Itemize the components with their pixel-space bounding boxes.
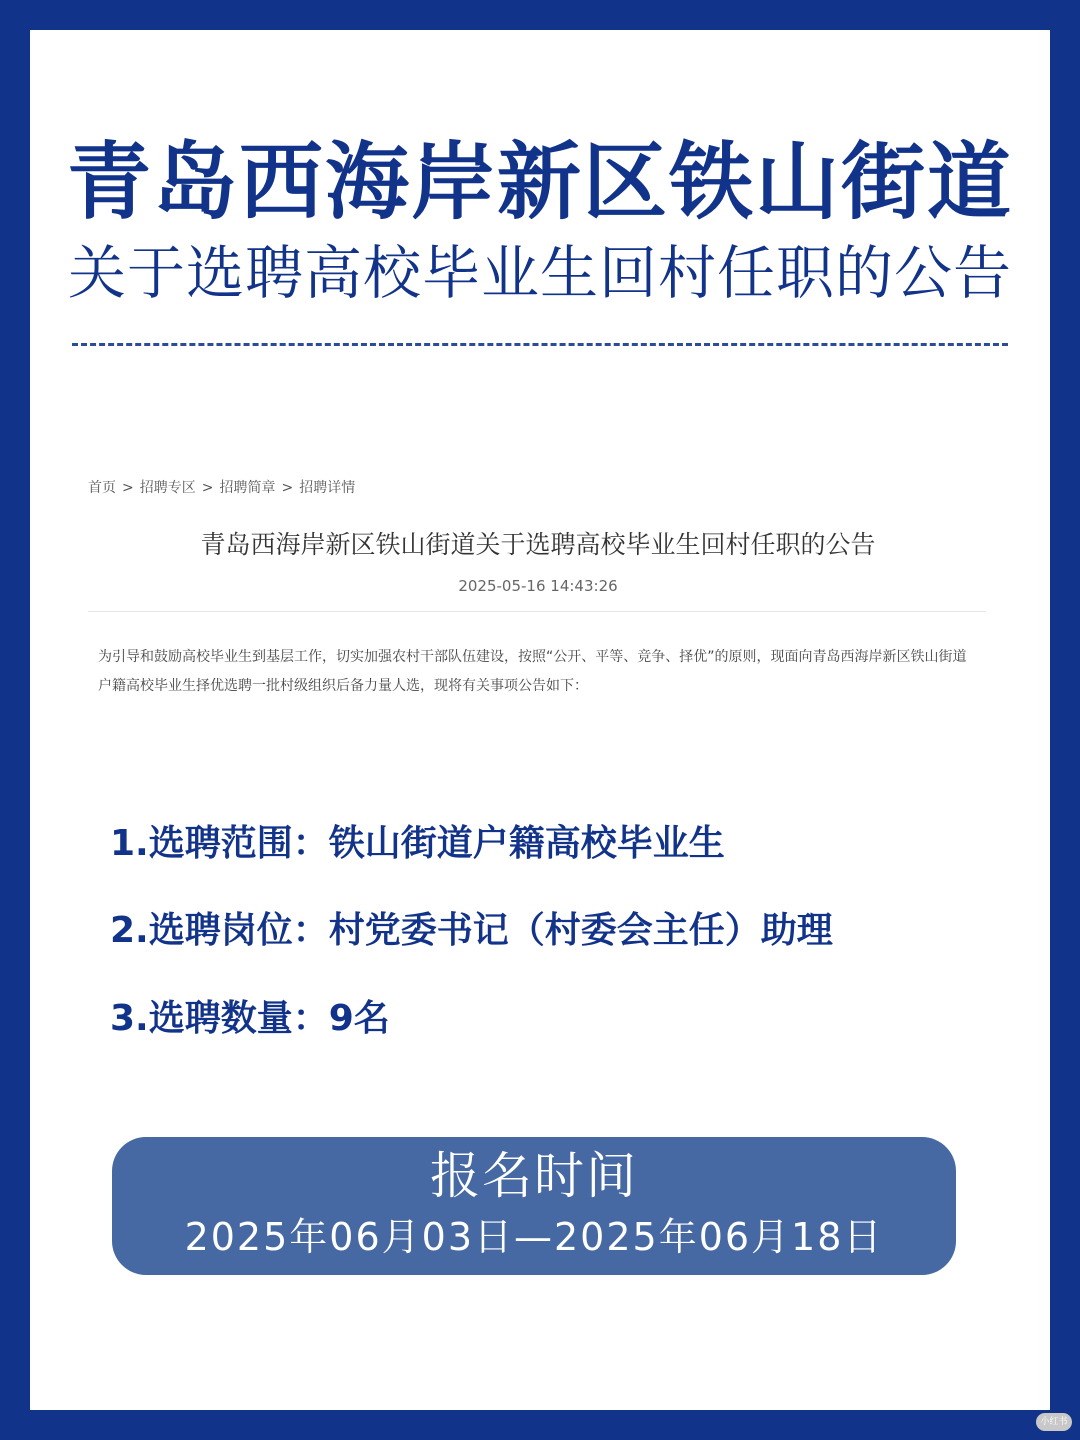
registration-dates: 2025年06月03日—2025年06月18日 xyxy=(184,1215,884,1259)
breadcrumb-home[interactable]: 首页 xyxy=(88,480,116,496)
selection-scope: 1.选聘范围：铁山街道户籍高校毕业生 xyxy=(110,823,725,864)
selection-position: 2.选聘岗位：村党委书记（村委会主任）助理 xyxy=(110,910,833,951)
notice-timestamp: 2025-05-16 14:43:26 xyxy=(458,577,618,595)
poster-title-line1: 青岛西海岸新区铁山街道 xyxy=(66,133,1013,231)
breadcrumb-separator: > xyxy=(281,480,294,496)
breadcrumb-separator: > xyxy=(122,480,134,496)
notice-title: 青岛西海岸新区铁山街道关于选聘高校毕业生回村任职的公告 xyxy=(200,530,876,559)
breadcrumb-recruitment-detail[interactable]: 招聘详情 xyxy=(299,480,356,496)
notice-intro: 为引导和鼓励高校毕业生到基层工作，切实加强农村干部队伍建设，按照“公开、平等、竞争、择优”的原则，现面向青岛西海岸新区铁山街道户籍高校毕业生择优选聘一批村级组织后备力量人选，现将有关事项公告如下： xyxy=(98,649,967,694)
poster-title-line2: 关于选聘高校毕业生回村任职的公告 xyxy=(67,239,1012,307)
notice-divider xyxy=(88,611,986,612)
selection-quantity: 3.选聘数量：9名 xyxy=(110,998,390,1039)
registration-label: 报名时间 xyxy=(430,1147,638,1205)
dashed-divider xyxy=(72,343,1008,346)
breadcrumb xyxy=(88,481,355,495)
breadcrumb-separator: > xyxy=(201,480,214,496)
registration-box xyxy=(112,1137,956,1275)
breadcrumb-recruitment-brief[interactable]: 招聘简章 xyxy=(219,480,276,496)
breadcrumb-recruitment-zone[interactable]: 招聘专区 xyxy=(139,480,196,496)
watermark-logo: 小红书 xyxy=(1036,1413,1072,1431)
